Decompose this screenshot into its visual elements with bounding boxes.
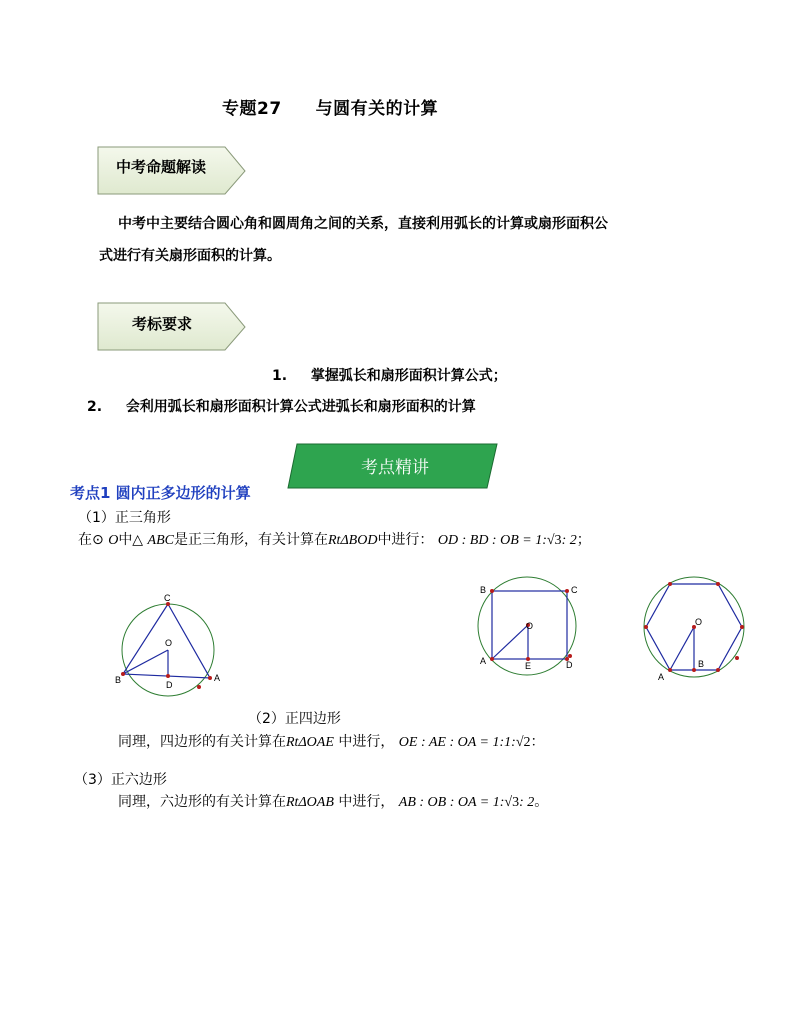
fig3-point-6 (644, 625, 648, 629)
triangle-end: ； (576, 532, 591, 548)
fig1-label-c: C (164, 593, 171, 603)
fig1-point-d (166, 674, 170, 678)
fig2-point-extra (568, 654, 572, 658)
triangle-right-triangle: RtΔBOD (328, 533, 378, 548)
fig3-label-o: O (695, 617, 703, 627)
square-label: （2）正四边形 (248, 711, 341, 727)
square-line (118, 731, 545, 751)
list-item-1-number: 1. (272, 368, 288, 384)
fig1-label-a: A (214, 673, 221, 683)
fig1-label-d: D (166, 680, 173, 690)
square-text-pre: 同理，四边形的有关计算在 (118, 734, 286, 750)
title-text: 与圆有关的计算 (315, 99, 439, 119)
fig3-line-oa (670, 627, 694, 670)
hexagon-ratio-pre: AB : OB : OA = 1: (398, 795, 505, 810)
fig3-point-b (692, 668, 696, 672)
triangle-label: （1）正三角形 (78, 510, 171, 526)
triangle-figure (110, 590, 222, 700)
fig3-point-extra (735, 656, 739, 660)
section1-paragraph-line2: 式进行有关扇形面积的计算。 (99, 248, 281, 264)
list-item-2-text: 会利用弧长和扇形面积计算公式进弧长和扇形面积的计算 (125, 399, 476, 415)
page-title (222, 94, 438, 119)
hexagon-sqrt: √3 (504, 795, 520, 810)
triangle-ratio-pre: OD : BD : OB = 1: (437, 533, 547, 548)
fig2-point-a (490, 657, 494, 661)
fig2-point-c (565, 589, 569, 593)
fig2-label-b: B (480, 585, 487, 595)
triangle-line (78, 529, 591, 549)
fig2-label-e: E (525, 661, 532, 671)
square-figure (474, 572, 586, 682)
fig1-label-b: B (115, 675, 122, 685)
triangle-ratio-post: : 2 (561, 533, 577, 548)
list-item-1 (272, 365, 507, 385)
square-ratio-pre: OE : AE : OA = 1:1: (398, 735, 516, 750)
title-number: 专题27 (222, 99, 282, 119)
hexagon-right-triangle: RtΔOAB (286, 795, 334, 810)
fig3-point-1 (668, 582, 672, 586)
fig1-point-extra (197, 685, 201, 689)
square-sqrt: √2 (515, 735, 531, 750)
hexagon-line (118, 791, 548, 811)
hexagon-text-mid: 中进行， (338, 794, 395, 810)
green-banner-label: 考点精讲 (361, 457, 429, 478)
hexagon-ratio-post: : 2 (519, 795, 535, 810)
square-end: ： (530, 734, 545, 750)
triangle-text-mid: 中△ (118, 532, 144, 548)
fig3-point-a (668, 668, 672, 672)
fig2-line-oa (492, 625, 528, 659)
fig3-point-4 (716, 668, 720, 672)
triangle-text1: 是正三角形，有关计算在 (174, 532, 328, 548)
hexagon-end: 。 (534, 794, 549, 810)
triangle-name: ABC (147, 533, 174, 548)
fig2-label-d: D (566, 660, 573, 670)
triangle-circle-name: O (108, 533, 119, 548)
fig1-line-ob (123, 650, 168, 674)
triangle-text-pre: 在⊙ (78, 532, 104, 548)
fig2-label-a: A (480, 656, 487, 666)
square-text-mid: 中进行， (338, 734, 395, 750)
hexagon-text-pre: 同理，六边形的有关计算在 (118, 794, 286, 810)
banner-label-2: 考标要求 (132, 315, 193, 333)
list-item-2 (87, 396, 476, 416)
list-item-2-number: 2. (87, 399, 103, 415)
fig1-label-o: O (165, 638, 173, 648)
section1-paragraph-line1: 中考中主要结合圆心角和圆周角之间的关系，直接利用弧长的计算或扇形面积公 (118, 216, 608, 232)
fig3-point-2 (716, 582, 720, 586)
banner-label-1: 中考命题解读 (116, 158, 207, 176)
fig1-point-a (208, 676, 212, 680)
fig1-point-b (121, 672, 125, 676)
fig3-label-a: A (658, 672, 665, 682)
fig3-point-3 (740, 625, 744, 629)
triangle-text2: 中进行： (377, 532, 434, 548)
topic-heading: 考点1 圆内正多边形的计算 (70, 484, 251, 502)
triangle-sqrt: √3 (546, 533, 562, 548)
hexagon-figure (636, 572, 752, 684)
fig3-label-b: B (698, 659, 705, 669)
fig2-point-b (490, 589, 494, 593)
list-item-1-text: 掌握弧长和扇形面积计算公式； (310, 368, 507, 384)
fig2-label-o: O (526, 621, 534, 631)
hexagon-label: （3）正六边形 (74, 772, 167, 788)
square-right-triangle: RtΔOAE (286, 735, 334, 750)
fig2-label-c: C (571, 585, 578, 595)
